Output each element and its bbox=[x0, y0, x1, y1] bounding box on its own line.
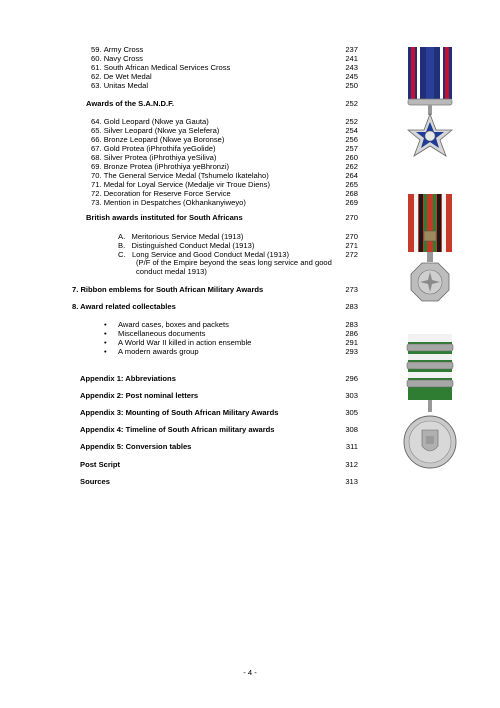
toc-entry[interactable]: Award cases, boxes and packets bbox=[118, 320, 229, 329]
toc-entry[interactable]: A World War II killed in action ensemble bbox=[118, 338, 252, 347]
toc-page-number: 311 bbox=[345, 442, 358, 451]
toc-page-number: 237 bbox=[345, 45, 358, 54]
toc-page-number: 252 bbox=[345, 117, 358, 126]
toc-entry[interactable]: 67. Gold Protea (iPhrothifa yeGolide) bbox=[91, 144, 216, 153]
toc-page-number: 268 bbox=[345, 189, 358, 198]
toc-page-number: 293 bbox=[345, 347, 358, 356]
toc-page-number: 273 bbox=[345, 285, 358, 294]
toc-entry[interactable]: 66. Bronze Leopard (Nkwe ya Boronse) bbox=[91, 135, 225, 144]
toc-entry[interactable]: 68. Silver Protea (iPhrothiya yeSiliva) bbox=[91, 153, 217, 162]
toc-entry[interactable]: 63. Unitas Medal bbox=[91, 81, 149, 90]
toc-section-heading[interactable]: Awards of the S.A.N.D.F. bbox=[86, 99, 175, 108]
toc-page-number: 265 bbox=[345, 180, 358, 189]
toc-appendix[interactable]: Appendix 1: Abbreviations bbox=[80, 374, 176, 383]
toc-chapter-heading[interactable]: 7. Ribbon emblems for South African Military Awards bbox=[72, 285, 264, 294]
toc-page-number: 256 bbox=[345, 135, 358, 144]
octagonal-medal-icon bbox=[402, 191, 458, 326]
star-medal-icon bbox=[402, 44, 458, 184]
toc-entry[interactable]: 61. South African Medical Services Cross bbox=[91, 63, 231, 72]
toc-entry[interactable]: 62. De Wet Medal bbox=[91, 72, 152, 81]
toc-appendix[interactable]: Appendix 4: Timeline of South African military awards bbox=[80, 425, 275, 434]
toc-page-number: 252 bbox=[345, 99, 358, 108]
toc-page-number: 262 bbox=[345, 162, 358, 171]
toc-page-number: 303 bbox=[345, 391, 358, 400]
toc-page-number: 250 bbox=[345, 81, 358, 90]
toc-appendix[interactable]: Post Script bbox=[80, 460, 121, 469]
toc-page-number: 296 bbox=[345, 374, 358, 383]
toc-page-number: 245 bbox=[345, 72, 358, 81]
toc-entry[interactable]: 59. Army Cross bbox=[91, 45, 144, 54]
toc-entry[interactable]: 65. Silver Leopard (Nkwe ya Selefera) bbox=[91, 126, 220, 135]
toc-appendix[interactable]: Appendix 2: Post nominal letters bbox=[80, 391, 199, 400]
toc-appendix[interactable]: Sources bbox=[80, 477, 110, 486]
toc-entry[interactable]: 69. Bronze Protea (iPhrothiya yeBhronzi) bbox=[91, 162, 230, 171]
toc-entry[interactable]: A modern awards group bbox=[118, 347, 199, 356]
toc-entry[interactable]: A. Meritorious Service Medal (1913) bbox=[118, 232, 244, 241]
toc-entry[interactable]: 73. Mention in Despatches (Okhankanyiweyo) bbox=[91, 198, 246, 207]
toc-page-number: 312 bbox=[345, 460, 358, 469]
toc-page-number: 308 bbox=[345, 425, 358, 434]
round-medal-with-clasps-icon bbox=[402, 332, 458, 497]
toc-page-number: 286 bbox=[345, 329, 358, 338]
toc-page-number: 313 bbox=[345, 477, 358, 486]
toc-page-number: 291 bbox=[345, 338, 358, 347]
toc-page-number: 269 bbox=[345, 198, 358, 207]
toc-page-number: 264 bbox=[345, 171, 358, 180]
toc-page-number: 283 bbox=[345, 320, 358, 329]
toc-page-number: 257 bbox=[345, 144, 358, 153]
toc-entry[interactable]: Miscellaneous documents bbox=[118, 329, 206, 338]
toc-entry[interactable]: 70. The General Service Medal (Tshumelo Ikatelaho) bbox=[91, 171, 269, 180]
bullet-icon: • bbox=[104, 338, 107, 347]
toc-section-heading[interactable]: British awards instituted for South Africans bbox=[86, 213, 243, 222]
toc-page-number: 283 bbox=[345, 302, 358, 311]
toc-page-number: 241 bbox=[345, 54, 358, 63]
toc-entry[interactable]: 72. Decoration for Reserve Force Service bbox=[91, 189, 231, 198]
toc-page-number: 305 bbox=[345, 408, 358, 417]
toc-page-number: 272 bbox=[345, 250, 358, 259]
bullet-icon: • bbox=[104, 329, 107, 338]
toc-entry[interactable]: 60. Navy Cross bbox=[91, 54, 143, 63]
toc-appendix[interactable]: Appendix 5: Conversion tables bbox=[80, 442, 192, 451]
toc-page-number: 254 bbox=[345, 126, 358, 135]
toc-page-number: 270 bbox=[345, 213, 358, 222]
bullet-icon: • bbox=[104, 320, 107, 329]
toc-entry-note: (P/F of the Empire beyond the seas long service and good bbox=[136, 258, 332, 267]
toc-entry[interactable]: C. Long Service and Good Conduct Medal (1913) bbox=[118, 250, 289, 259]
toc-entry[interactable]: B. Distinguished Conduct Medal (1913) bbox=[118, 241, 255, 250]
toc-chapter-heading[interactable]: 8. Award related collectables bbox=[72, 302, 176, 311]
page-number-footer: - 4 - bbox=[243, 668, 257, 677]
bullet-icon: • bbox=[104, 347, 107, 356]
toc-appendix[interactable]: Appendix 3: Mounting of South African Military Awards bbox=[80, 408, 279, 417]
toc-page-number: 271 bbox=[345, 241, 358, 250]
toc-entry-note: conduct medal 1913) bbox=[136, 267, 207, 276]
toc-page-number: 260 bbox=[345, 153, 358, 162]
toc-entry[interactable]: 71. Medal for Loyal Service (Medalje vir Troue Diens) bbox=[91, 180, 270, 189]
toc-entry[interactable]: 64. Gold Leopard (Nkwe ya Gauta) bbox=[91, 117, 209, 126]
toc-page-number: 243 bbox=[345, 63, 358, 72]
toc-page-number: 270 bbox=[345, 232, 358, 241]
